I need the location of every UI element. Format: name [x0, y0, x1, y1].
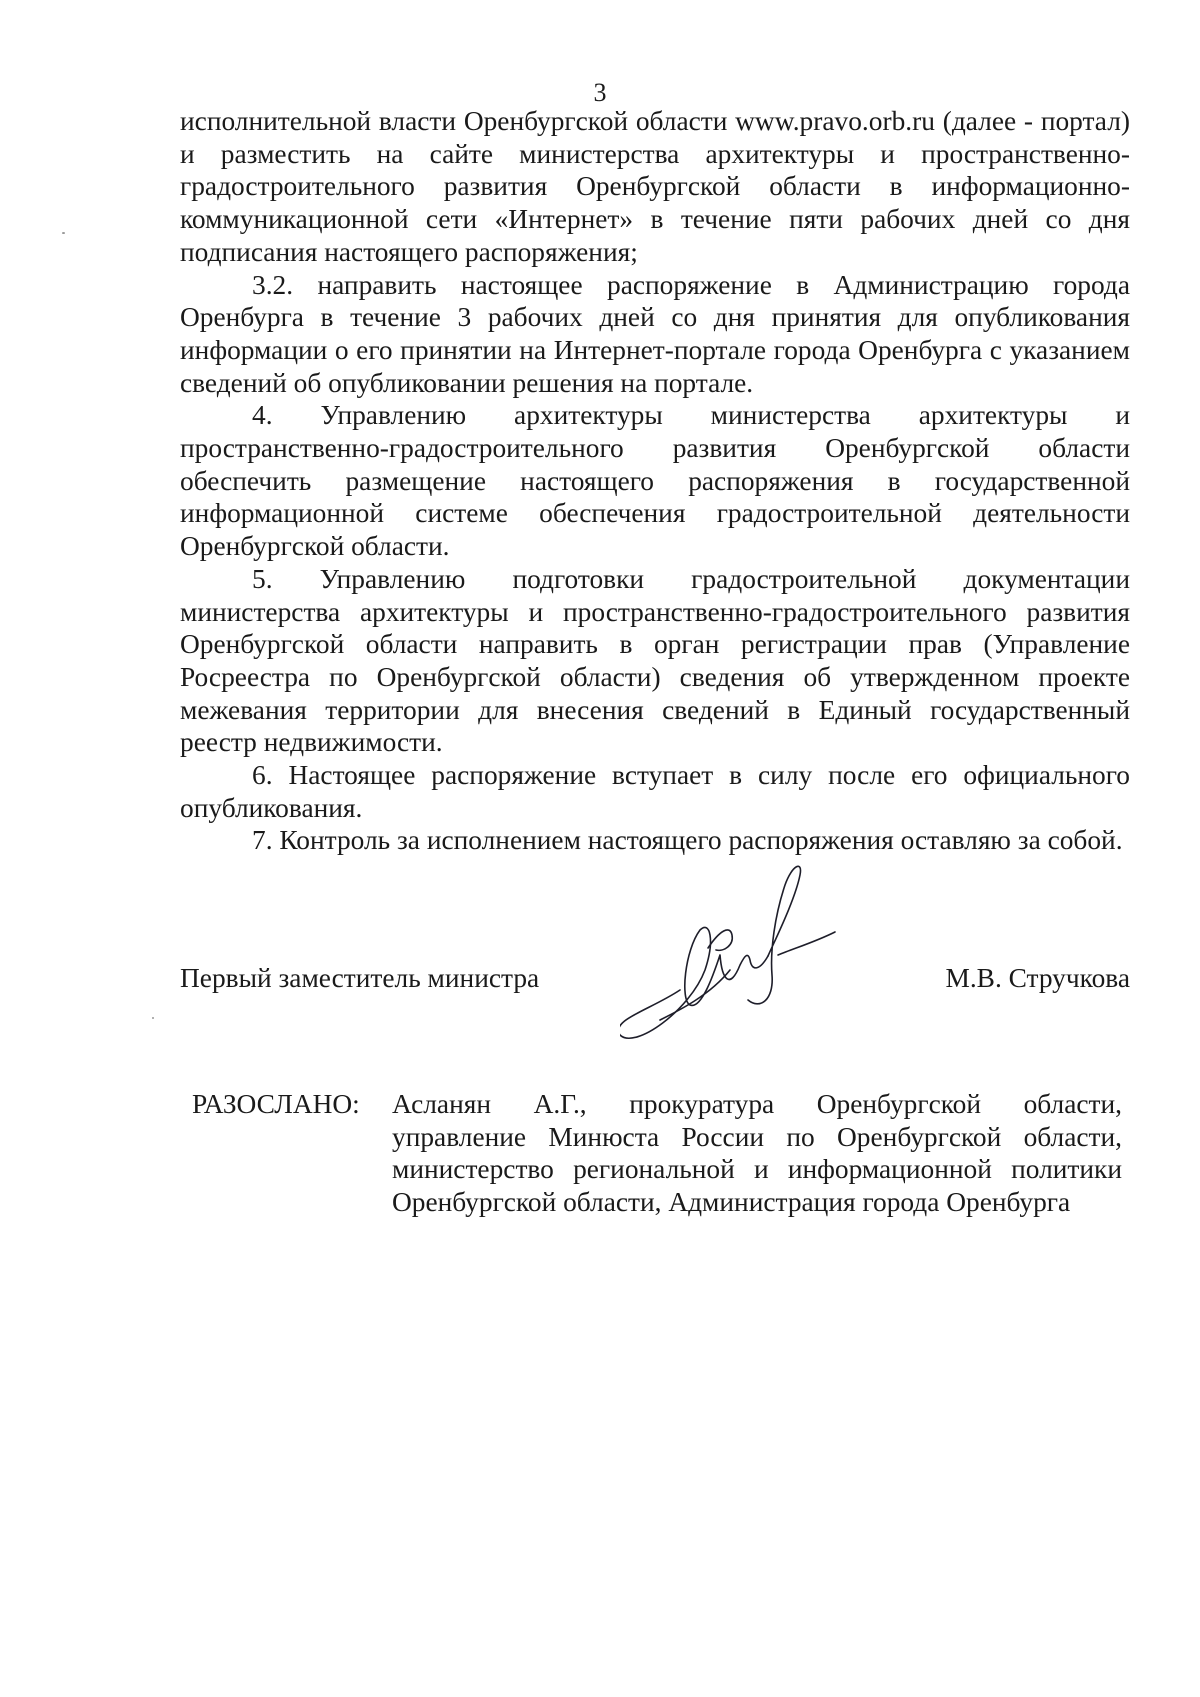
distribution-label: РАЗОСЛАНО: [192, 1089, 360, 1119]
page-number: 3 [593, 78, 607, 107]
distribution-line: министерство региональной и информационной политики [392, 1154, 1122, 1185]
signatory-name: М.В. Стручкова [945, 963, 1130, 993]
scan-speck [62, 232, 65, 234]
paragraph-3-2: 3.2. направить настоящее распоряжение в Администрацию города Оренбурга в течение 3 рабочих дней со дня принятия для опубликования информации о его принятии на Интернет-портале города Оренбурга с указанием сведений об опубликовании решения на портале. [180, 269, 1130, 398]
signature-block [180, 962, 1130, 1002]
distribution-line: Асланян А.Г., прокуратура Оренбургской области, [392, 1089, 1122, 1119]
paragraph-5: 5. Управлению подготовки градостроительной документации министерства архитектуры и пространственно-градостроительного развития Оренбургской области направить в орган регистрации прав (Управление Росреестра по Оренбургской области) сведения об утвержденном проекте межевания территории для внесения сведений в Единый государственный реестр недвижимости. [180, 563, 1130, 758]
paragraph-continuation: исполнительной власти Оренбургской области www.pravo.orb.ru (далее - портал) и разместить на сайте министерства архитектуры и пространственно-градостроительного развития Оренбургской области в информационно-коммуникационной сети «Интернет» в течение пяти рабочих дней со дня подписания настоящего распоряжения; [180, 106, 1130, 267]
paragraph-6: 6. Настоящее распоряжение вступает в силу после его официального опубликования. [180, 760, 1130, 823]
document-body [180, 105, 1130, 857]
distribution-line: управление Минюста России по Оренбургской области, [392, 1121, 1122, 1152]
handwritten-signature [620, 860, 850, 1040]
scan-speck [152, 1017, 154, 1019]
paragraph-7: 7. Контроль за исполнением настоящего распоряжения оставляю за собой. [252, 825, 1123, 856]
distribution-line: Оренбургской области, Администрация города Оренбурга [392, 1187, 1071, 1218]
distribution-recipients [392, 1088, 1122, 1219]
paragraph-4: 4. Управлению архитектуры министерства архитектуры и пространственно-градостроительного развития Оренбургской области обеспечить размещение настоящего распоряжения в государственной информационной системе обеспечения градостроительной деятельности Оренбургской области. [180, 400, 1130, 562]
signatory-title: Первый заместитель министра [180, 963, 540, 993]
